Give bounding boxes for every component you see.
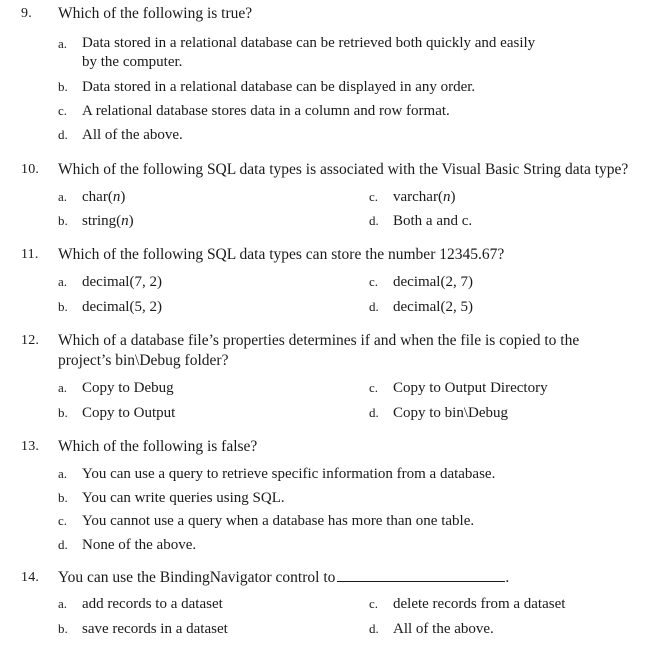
question-text: Which of the following is true? — [58, 5, 253, 22]
answer-option: b. Copy to Output — [58, 405, 176, 421]
question-number: 12. — [21, 333, 40, 348]
question-text: Which of the following is false? — [58, 438, 258, 455]
answer-option: a. You can use a query to retrieve specific information from a database. — [58, 466, 496, 482]
answer-option: b. decimal(5, 2) — [58, 299, 162, 315]
question-text: Which of a database file’s properties determines if and when the file is copied to the project’s bin\Debug folder? — [58, 332, 580, 369]
answer-option: c. varchar(n) — [369, 189, 456, 205]
answer-option: c. Copy to Output Directory — [369, 380, 548, 396]
question-number: 10. — [21, 162, 40, 177]
answer-option: a. char(n) — [58, 189, 126, 205]
question-number: 13. — [21, 439, 40, 454]
answer-option: a. — [58, 36, 68, 51]
answer-option: b. save records in a dataset — [58, 621, 228, 637]
answer-option: d. None of the above. — [58, 537, 197, 553]
answer-option-text: Data stored in a relational database can be retrieved both quickly and easily by the computer. — [82, 35, 536, 70]
answer-option: b. Data stored in a relational database can be displayed in any order. — [58, 79, 476, 95]
answer-option: c. decimal(2, 7) — [369, 274, 473, 290]
answer-option: d. Copy to bin\Debug — [369, 405, 508, 421]
answer-option: a. Copy to Debug — [58, 380, 174, 396]
answer-option: c. A relational database stores data in a column and row format. — [58, 103, 450, 119]
question-number: 9. — [21, 6, 32, 21]
question-text: You can use the BindingNavigator control to . — [58, 569, 510, 586]
answer-option: d. decimal(2, 5) — [369, 299, 473, 315]
answer-option: a. decimal(7, 2) — [58, 274, 162, 290]
question-number: 11. — [21, 247, 39, 262]
question-text: Which of the following SQL data types is associated with the Visual Basic String data type? — [58, 161, 629, 178]
answer-option: d. All of the above. — [369, 621, 494, 637]
answer-option: d. All of the above. — [58, 127, 183, 143]
answer-option: c. You cannot use a query when a database has more than one table. — [58, 513, 475, 529]
answer-option: c. delete records from a dataset — [369, 596, 566, 612]
answer-option: d. Both a and c. — [369, 213, 473, 229]
answer-option: a. add records to a dataset — [58, 596, 223, 612]
answer-option: b. You can write queries using SQL. — [58, 490, 285, 506]
answer-option: b. string(n) — [58, 213, 134, 229]
answer-blank-line — [337, 569, 505, 582]
question-number: 14. — [21, 570, 40, 585]
question-text: Which of the following SQL data types can store the number 12345.67? — [58, 246, 505, 263]
